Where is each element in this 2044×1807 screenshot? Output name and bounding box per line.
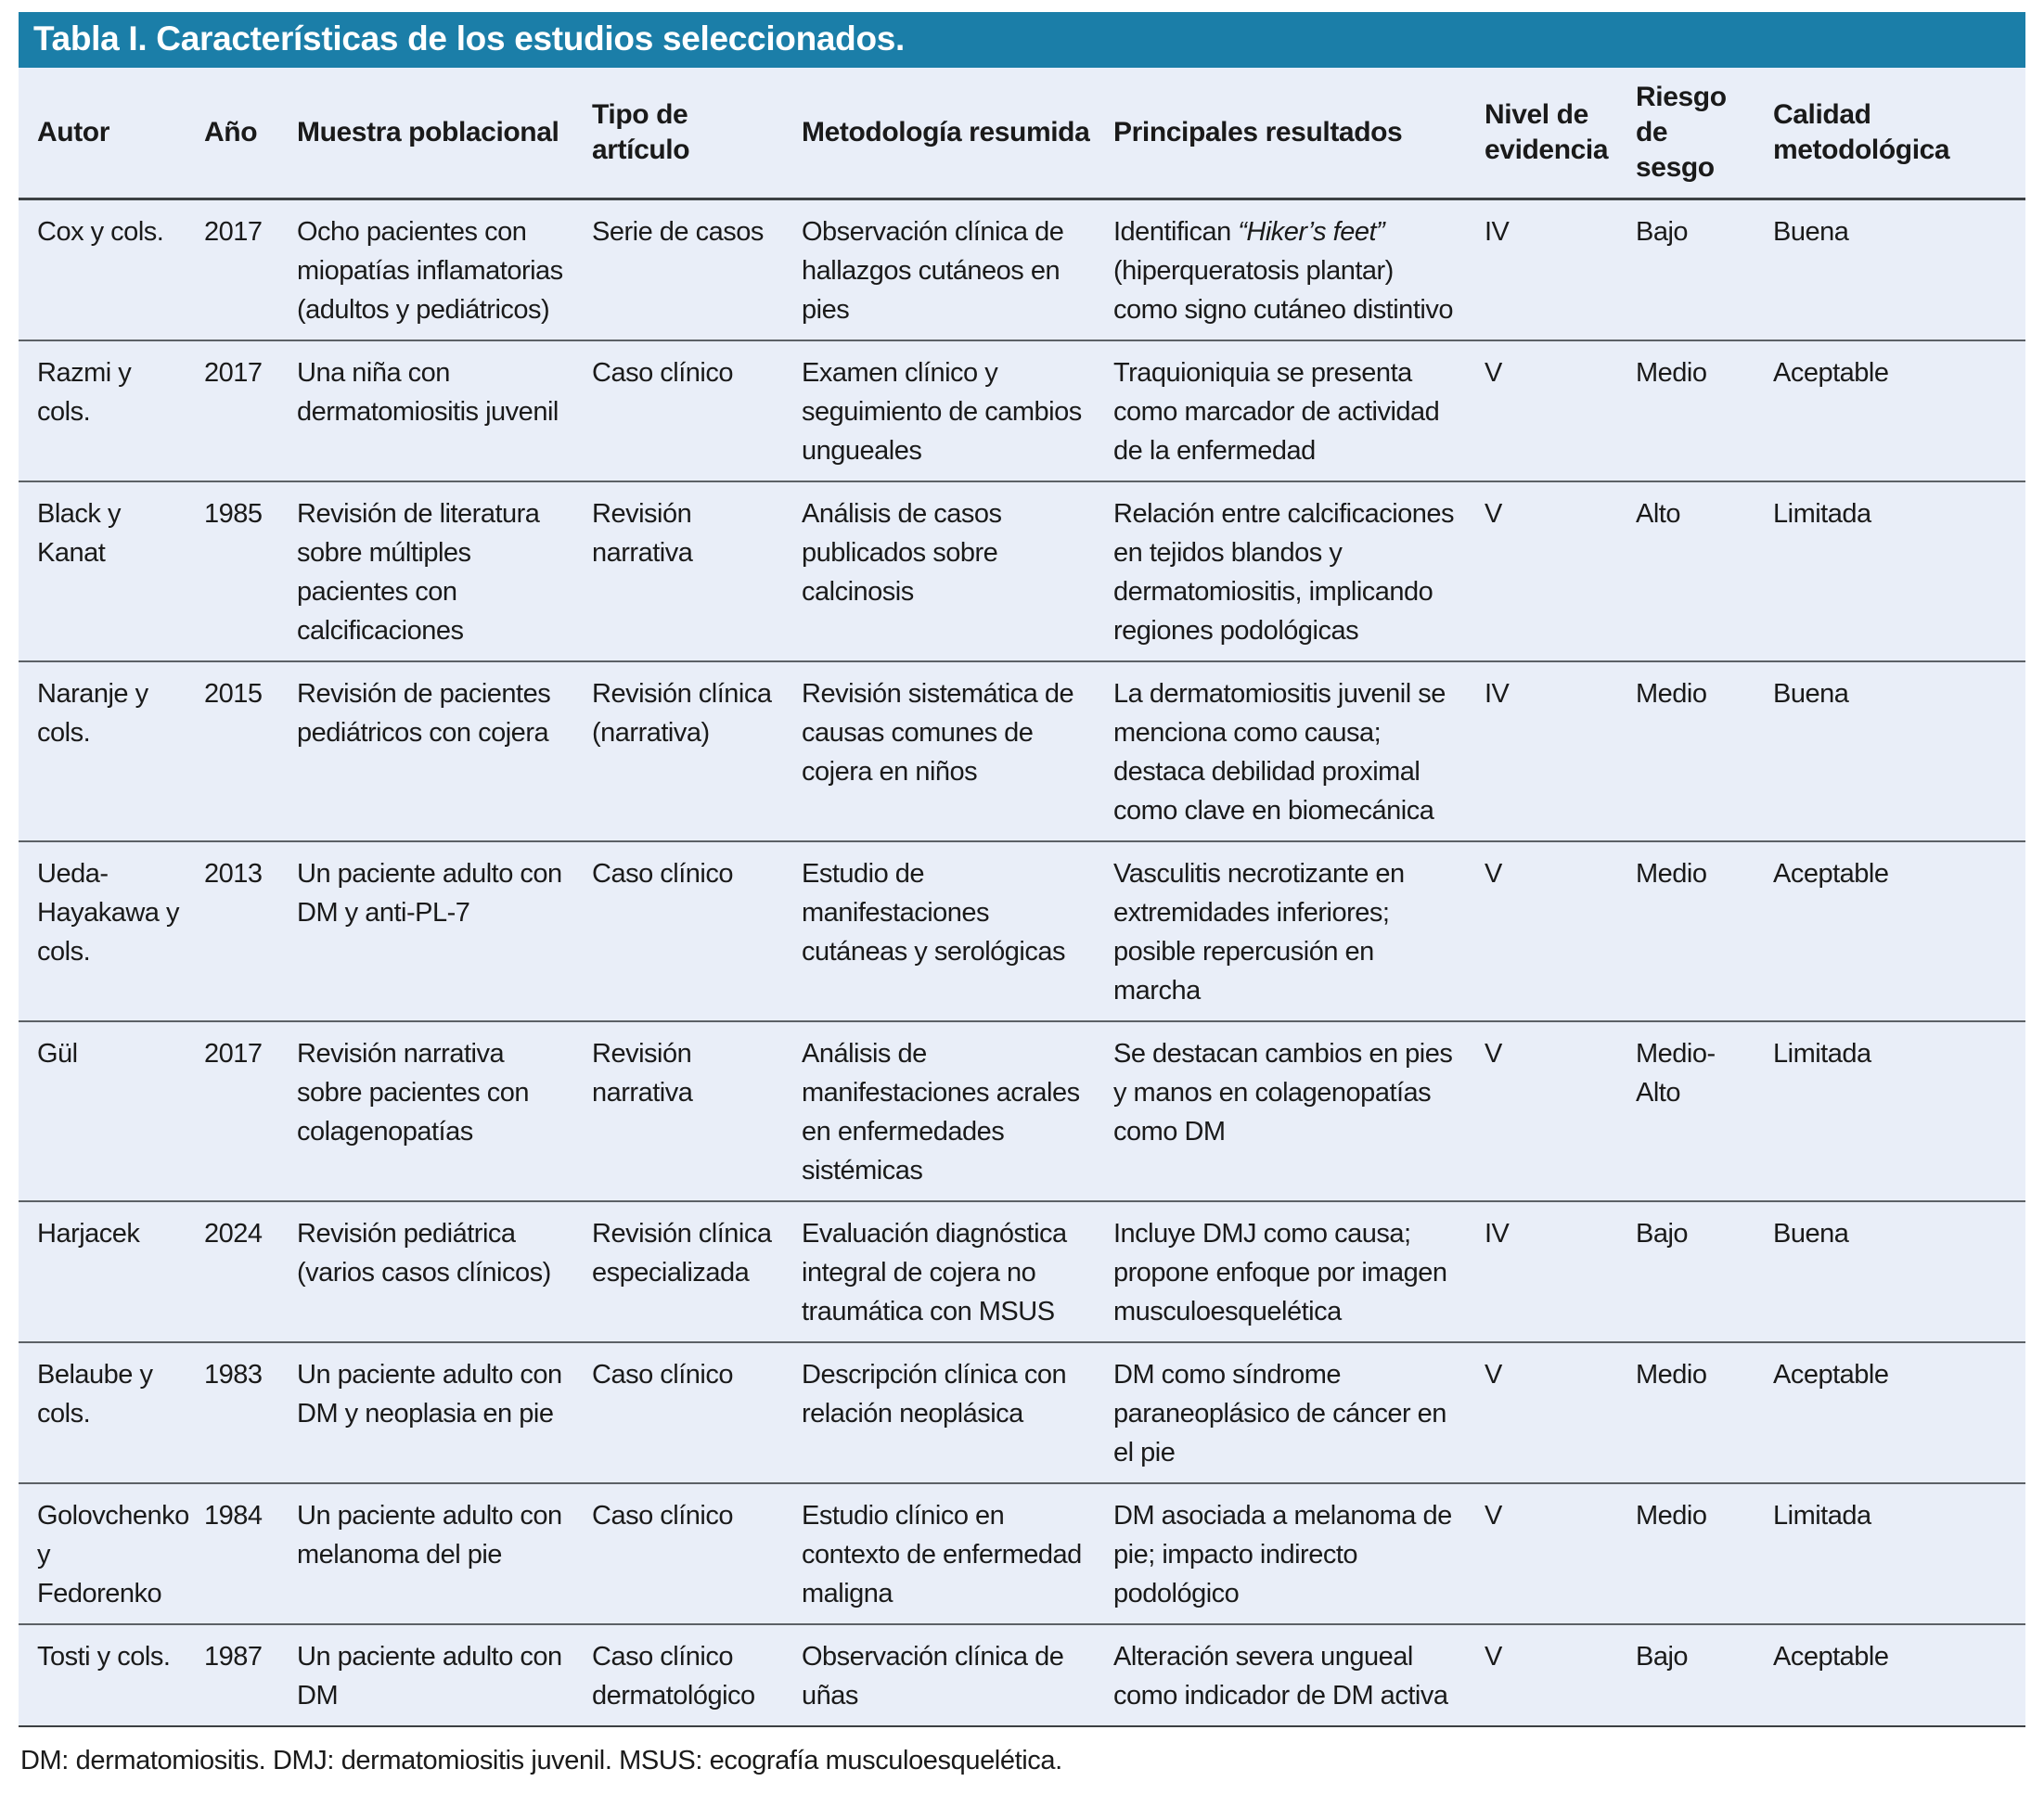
cell-calidad: Buena: [1773, 1201, 2025, 1342]
cell-ano: 2017: [204, 1021, 297, 1201]
cell-metodologia: Evaluación diagnóstica integral de cojera no traumática con MSUS: [802, 1201, 1113, 1342]
cell-muestra: Un paciente adulto con DM y neoplasia en pie: [297, 1342, 592, 1483]
cell-nivel: IV: [1485, 661, 1636, 841]
studies-table: [19, 68, 2025, 1727]
table-row: [19, 1021, 2025, 1201]
cell-tipo: Revisión narrativa: [592, 481, 802, 661]
cell-nivel: V: [1485, 1021, 1636, 1201]
cell-muestra: Un paciente adulto con DM y anti-PL-7: [297, 841, 592, 1021]
cell-resultados: Incluye DMJ como causa; propone enfoque por imagen musculoesquelética: [1113, 1201, 1485, 1342]
cell-muestra: Revisión de literatura sobre múltiples pacientes con calcificaciones: [297, 481, 592, 661]
cell-ano: 1984: [204, 1483, 297, 1624]
cell-tipo: Revisión narrativa: [592, 1021, 802, 1201]
cell-metodologia: Descripción clínica con relación neoplásica: [802, 1342, 1113, 1483]
cell-muestra: Revisión narrativa sobre pacientes con colagenopatías: [297, 1021, 592, 1201]
column-header: Nivel de evidencia: [1485, 68, 1636, 199]
cell-riesgo: Medio: [1636, 841, 1773, 1021]
cell-autor: Gül: [19, 1021, 204, 1201]
cell-muestra: Un paciente adulto con DM: [297, 1624, 592, 1726]
cell-autor: Cox y cols.: [19, 199, 204, 340]
table-row: [19, 661, 2025, 841]
cell-riesgo: Medio: [1636, 340, 1773, 481]
cell-nivel: V: [1485, 1483, 1636, 1624]
cell-ano: 1983: [204, 1342, 297, 1483]
cell-metodologia: Estudio clínico en contexto de enfermedad maligna: [802, 1483, 1113, 1624]
cell-nivel: V: [1485, 1624, 1636, 1726]
cell-resultados: Identifican “Hiker’s feet” (hiperqueratosis plantar) como signo cutáneo distintivo: [1113, 199, 1485, 340]
cell-calidad: Buena: [1773, 199, 2025, 340]
cell-autor: Black y Kanat: [19, 481, 204, 661]
cell-tipo: Caso clínico: [592, 340, 802, 481]
cell-metodologia: Análisis de casos publicados sobre calcinosis: [802, 481, 1113, 661]
column-header: Muestra poblacional: [297, 68, 592, 199]
table-row: [19, 1342, 2025, 1483]
cell-muestra: Un paciente adulto con melanoma del pie: [297, 1483, 592, 1624]
cell-muestra: Una niña con dermatomiositis juvenil: [297, 340, 592, 481]
cell-nivel: V: [1485, 481, 1636, 661]
cell-riesgo: Alto: [1636, 481, 1773, 661]
column-header: Año: [204, 68, 297, 199]
table-row: [19, 1201, 2025, 1342]
cell-metodologia: Estudio de manifestaciones cutáneas y serológicas: [802, 841, 1113, 1021]
cell-calidad: Aceptable: [1773, 1624, 2025, 1726]
cell-resultados: Relación entre calcificaciones en tejidos blandos y dermatomiositis, implicando regiones podológicas: [1113, 481, 1485, 661]
column-header: Autor: [19, 68, 204, 199]
cell-autor: Belaube y cols.: [19, 1342, 204, 1483]
table-row: [19, 1624, 2025, 1726]
cell-metodologia: Examen clínico y seguimiento de cambios ungueales: [802, 340, 1113, 481]
cell-ano: 1987: [204, 1624, 297, 1726]
cell-autor: Golovchenko y Fedorenko: [19, 1483, 204, 1624]
cell-tipo: Caso clínico: [592, 1483, 802, 1624]
cell-tipo: Revisión clínica (narrativa): [592, 661, 802, 841]
cell-nivel: V: [1485, 1342, 1636, 1483]
cell-autor: Razmi y cols.: [19, 340, 204, 481]
cell-autor: Tosti y cols.: [19, 1624, 204, 1726]
table-row: [19, 1483, 2025, 1624]
cell-autor: Naranje y cols.: [19, 661, 204, 841]
cell-riesgo: Bajo: [1636, 1624, 1773, 1726]
cell-resultados: Vasculitis necrotizante en extremidades inferiores; posible repercusión en marcha: [1113, 841, 1485, 1021]
cell-tipo: Caso clínico dermatológico: [592, 1624, 802, 1726]
cell-metodologia: Análisis de manifestaciones acrales en enfermedades sistémicas: [802, 1021, 1113, 1201]
cell-ano: 2024: [204, 1201, 297, 1342]
cell-resultados: DM como síndrome paraneoplásico de cáncer en el pie: [1113, 1342, 1485, 1483]
cell-calidad: Aceptable: [1773, 1342, 2025, 1483]
cell-ano: 1985: [204, 481, 297, 661]
column-header: Calidad metodológica: [1773, 68, 2025, 199]
cell-ano: 2013: [204, 841, 297, 1021]
cell-calidad: Limitada: [1773, 1483, 2025, 1624]
cell-resultados: Alteración severa ungueal como indicador de DM activa: [1113, 1624, 1485, 1726]
cell-resultados: Traquioniquia se presenta como marcador de actividad de la enfermedad: [1113, 340, 1485, 481]
cell-calidad: Aceptable: [1773, 841, 2025, 1021]
table-row: [19, 841, 2025, 1021]
table-body: [19, 199, 2025, 1726]
cell-autor: Ueda-Hayakawa y cols.: [19, 841, 204, 1021]
cell-riesgo: Medio: [1636, 1342, 1773, 1483]
table-title-bar: Tabla I. Características de los estudios seleccionados.: [19, 12, 2025, 68]
cell-metodologia: Observación clínica de hallazgos cutáneos en pies: [802, 199, 1113, 340]
header-row: [19, 68, 2025, 199]
cell-nivel: IV: [1485, 199, 1636, 340]
table-row: [19, 199, 2025, 340]
table-header: [19, 68, 2025, 199]
table-row: [19, 481, 2025, 661]
cell-resultados: La dermatomiositis juvenil se menciona como causa; destaca debilidad proximal como clave en biomecánica: [1113, 661, 1485, 841]
cell-tipo: Serie de casos: [592, 199, 802, 340]
cell-tipo: Revisión clínica especializada: [592, 1201, 802, 1342]
cell-calidad: Limitada: [1773, 1021, 2025, 1201]
column-header: Tipo de artículo: [592, 68, 802, 199]
table-row: [19, 340, 2025, 481]
cell-riesgo: Medio: [1636, 1483, 1773, 1624]
cell-nivel: V: [1485, 340, 1636, 481]
cell-muestra: Revisión de pacientes pediátricos con cojera: [297, 661, 592, 841]
cell-metodologia: Revisión sistemática de causas comunes de cojera en niños: [802, 661, 1113, 841]
cell-metodologia: Observación clínica de uñas: [802, 1624, 1113, 1726]
cell-nivel: V: [1485, 841, 1636, 1021]
cell-calidad: Aceptable: [1773, 340, 2025, 481]
cell-riesgo: Bajo: [1636, 199, 1773, 340]
cell-ano: 2017: [204, 340, 297, 481]
column-header: Metodología resumida: [802, 68, 1113, 199]
cell-riesgo: Medio-Alto: [1636, 1021, 1773, 1201]
cell-muestra: Revisión pediátrica (varios casos clínicos): [297, 1201, 592, 1342]
cell-calidad: Limitada: [1773, 481, 2025, 661]
cell-ano: 2015: [204, 661, 297, 841]
cell-ano: 2017: [204, 199, 297, 340]
cell-tipo: Caso clínico: [592, 841, 802, 1021]
cell-resultados: Se destacan cambios en pies y manos en colagenopatías como DM: [1113, 1021, 1485, 1201]
abbreviations-footnote: DM: dermatomiositis. DMJ: dermatomiositis juvenil. MSUS: ecografía musculoesquelética.: [20, 1745, 1062, 1775]
cell-riesgo: Bajo: [1636, 1201, 1773, 1342]
cell-nivel: IV: [1485, 1201, 1636, 1342]
cell-muestra: Ocho pacientes con miopatías inflamatorias (adultos y pediátricos): [297, 199, 592, 340]
cell-autor: Harjacek: [19, 1201, 204, 1342]
cell-tipo: Caso clínico: [592, 1342, 802, 1483]
cell-calidad: Buena: [1773, 661, 2025, 841]
column-header: Principales resultados: [1113, 68, 1485, 199]
column-header: Riesgo de sesgo: [1636, 68, 1773, 199]
cell-resultados: DM asociada a melanoma de pie; impacto indirecto podológico: [1113, 1483, 1485, 1624]
cell-riesgo: Medio: [1636, 661, 1773, 841]
